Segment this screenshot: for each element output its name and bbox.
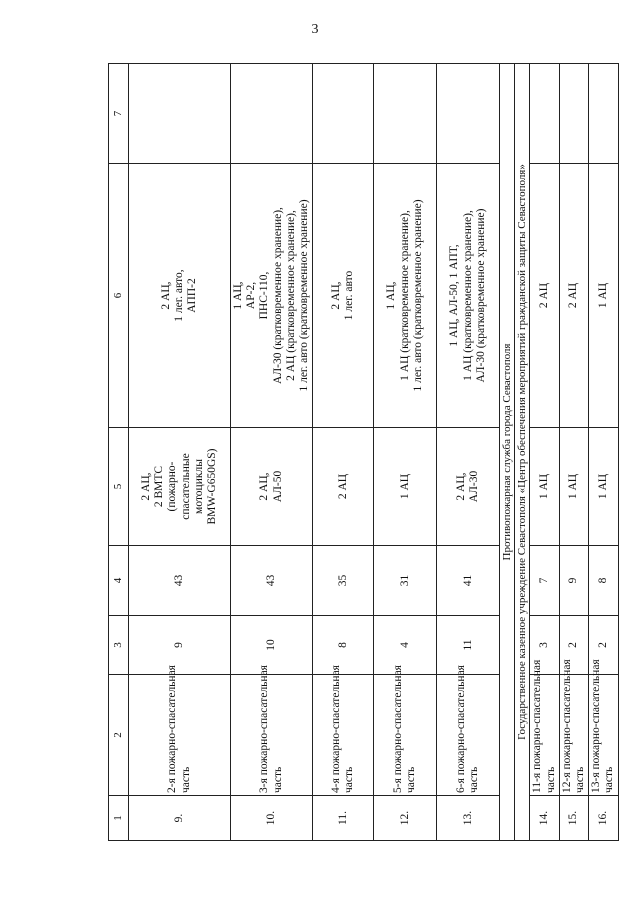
- cell-line: часть: [544, 766, 557, 793]
- table-cell: 43: [231, 546, 313, 616]
- section-row: [515, 64, 530, 841]
- table-cell: [374, 665, 437, 796]
- cell-line: 2 АЦ,: [139, 472, 152, 501]
- table-cell: [530, 64, 559, 164]
- table-row: [530, 64, 559, 841]
- table-cell: 3: [530, 616, 559, 675]
- table-cell: [589, 659, 618, 796]
- cell-line: АР-2,: [245, 281, 258, 310]
- rotated-table-container: [108, 64, 616, 841]
- table-cell: [129, 428, 231, 546]
- table-cell: 31: [374, 546, 437, 616]
- cell-line: 1 лег. авто (кратковременное хранение): [411, 199, 424, 392]
- header-cell: 6: [109, 164, 129, 428]
- cell-line: 2 АЦ,: [455, 472, 468, 501]
- header-cell: 4: [109, 546, 129, 616]
- table-row: [313, 64, 374, 841]
- cell-line: 2-я пожарно-спасательная: [166, 665, 179, 793]
- cell-line: спасательные: [179, 453, 192, 520]
- table-cell: [437, 164, 500, 428]
- table-row: [437, 64, 500, 841]
- table-cell: [559, 659, 588, 796]
- cell-line: 1 лег. авто (кратковременное хранение): [298, 199, 311, 392]
- cell-line: 4-я пожарно-спасательная: [330, 665, 343, 793]
- section-row: [500, 64, 515, 841]
- table-cell: [313, 428, 374, 546]
- page-number: 3: [311, 22, 319, 37]
- cell-line: 2 АЦ: [567, 282, 580, 309]
- table-cell: [559, 64, 588, 164]
- header-cell: 1: [109, 796, 129, 841]
- cell-line: часть: [468, 766, 481, 793]
- cell-line: АПП-2: [186, 278, 199, 313]
- table-cell: 2: [589, 616, 618, 675]
- cell-line: АЛ-50: [271, 470, 284, 503]
- table-cell: [589, 64, 618, 164]
- header-cell: 5: [109, 428, 129, 546]
- table-cell: 11.: [313, 796, 374, 841]
- cell-line: 1 АЦ, АЛ-50, 1 АПТ,: [448, 244, 461, 347]
- table-cell: 12.: [374, 796, 437, 841]
- cell-line: 13-я пожарно-спасательная: [590, 659, 603, 793]
- table-cell: [589, 428, 618, 546]
- table-cell: 16.: [589, 796, 618, 841]
- table-cell: [231, 164, 313, 428]
- cell-line: (пожарно-: [166, 461, 179, 512]
- table-cell: [313, 64, 374, 164]
- cell-line: АЛ-30 (кратковременное хранение),: [271, 207, 284, 384]
- cell-line: часть: [271, 766, 284, 793]
- table-cell: 9.: [129, 796, 231, 841]
- table-cell: 10.: [231, 796, 313, 841]
- header-cell: 3: [109, 616, 129, 675]
- table-cell: [374, 64, 437, 164]
- header-row: [109, 64, 129, 841]
- table-row: [231, 64, 313, 841]
- cell-line: 12-я пожарно-спасательная: [560, 659, 573, 793]
- cell-line: АЛ-30: [468, 470, 481, 503]
- fire-units-table: [108, 63, 619, 841]
- table-row: [559, 64, 588, 841]
- table-cell: 11: [437, 616, 500, 675]
- table-cell: 8: [313, 616, 374, 675]
- table-cell: [589, 164, 618, 428]
- cell-line: мотоциклы: [192, 459, 205, 514]
- cell-line: 1 АЦ (кратковременное хранение),: [461, 210, 474, 381]
- cell-line: 2 АЦ,: [330, 281, 343, 310]
- table-cell: [530, 659, 559, 796]
- table-cell: 41: [437, 546, 500, 616]
- cell-line: 1 АЦ (кратковременное хранение),: [398, 210, 411, 381]
- table-row: [129, 64, 231, 841]
- table-row: [589, 64, 618, 841]
- cell-line: 1 АЦ,: [232, 281, 244, 310]
- table-cell: 8: [589, 546, 618, 616]
- table-cell: 2: [559, 616, 588, 675]
- table-cell: [129, 164, 231, 428]
- cell-line: АЛ-30 (кратковременное хранение): [474, 208, 487, 383]
- table-cell: [313, 665, 374, 796]
- cell-line: часть: [573, 766, 586, 793]
- table-cell: 14.: [530, 796, 559, 841]
- table-cell: 10: [231, 616, 313, 675]
- cell-line: ПНС-110,: [258, 271, 271, 320]
- table-cell: 35: [313, 546, 374, 616]
- table-cell: 7: [530, 546, 559, 616]
- table-cell: 43: [129, 546, 231, 616]
- table-cell: [530, 428, 559, 546]
- cell-line: 2 АЦ: [537, 282, 550, 309]
- cell-line: 1 АЦ,: [385, 281, 398, 310]
- cell-line: 3-я пожарно-спасательная: [258, 665, 271, 793]
- section-title: Противопожарная служба города Севастополя: [500, 64, 515, 841]
- table-cell: [559, 428, 588, 546]
- table-cell: [374, 428, 437, 546]
- table-cell: [374, 164, 437, 428]
- table-cell: [437, 428, 500, 546]
- cell-line: 11-я пожарно-спасательная: [531, 659, 544, 793]
- table-cell: [437, 665, 500, 796]
- cell-line: 1 АЦ: [596, 282, 609, 309]
- table-row: [374, 64, 437, 841]
- cell-line: 2 АЦ: [336, 473, 349, 500]
- table-cell: [530, 164, 559, 428]
- header-cell: 2: [109, 675, 129, 796]
- table-cell: [559, 164, 588, 428]
- cell-line: часть: [343, 766, 356, 793]
- table-cell: 15.: [559, 796, 588, 841]
- table-cell: 13.: [437, 796, 500, 841]
- cell-line: 1 АЦ: [596, 473, 609, 500]
- cell-line: 2 АЦ,: [258, 472, 271, 501]
- cell-line: 5-я пожарно-спасательная: [392, 665, 405, 793]
- table-cell: 4: [374, 616, 437, 675]
- table-cell: [231, 428, 313, 546]
- cell-line: 1 АЦ: [537, 473, 550, 500]
- cell-line: часть: [405, 766, 418, 793]
- table-cell: [313, 164, 374, 428]
- cell-line: 1 АЦ: [567, 473, 580, 500]
- cell-line: 1 лег. авто,: [172, 269, 185, 322]
- cell-line: 2 АЦ (кратковременное хранение),: [284, 210, 297, 381]
- table-cell: [129, 64, 231, 164]
- cell-line: 2 ВМТС: [153, 465, 166, 508]
- table-cell: [231, 64, 313, 164]
- cell-line: 2 АЦ,: [159, 281, 172, 310]
- cell-line: BMW-G650GS): [205, 448, 218, 525]
- cell-line: 6-я пожарно-спасательная: [455, 665, 468, 793]
- cell-line: 1 лег. авто: [343, 270, 356, 321]
- table-cell: [231, 665, 313, 796]
- table-cell: [437, 64, 500, 164]
- header-cell: 7: [109, 64, 129, 164]
- cell-line: часть: [603, 766, 616, 793]
- cell-line: часть: [179, 766, 192, 793]
- section-title: Государственное казенное учреждение Севастополя «Центр обеспечения мероприятий гражданской защиты Севастополя»: [515, 64, 530, 841]
- cell-line: 1 АЦ: [398, 473, 411, 500]
- table-cell: [129, 665, 231, 796]
- table-cell: 9: [129, 616, 231, 675]
- table-cell: 9: [559, 546, 588, 616]
